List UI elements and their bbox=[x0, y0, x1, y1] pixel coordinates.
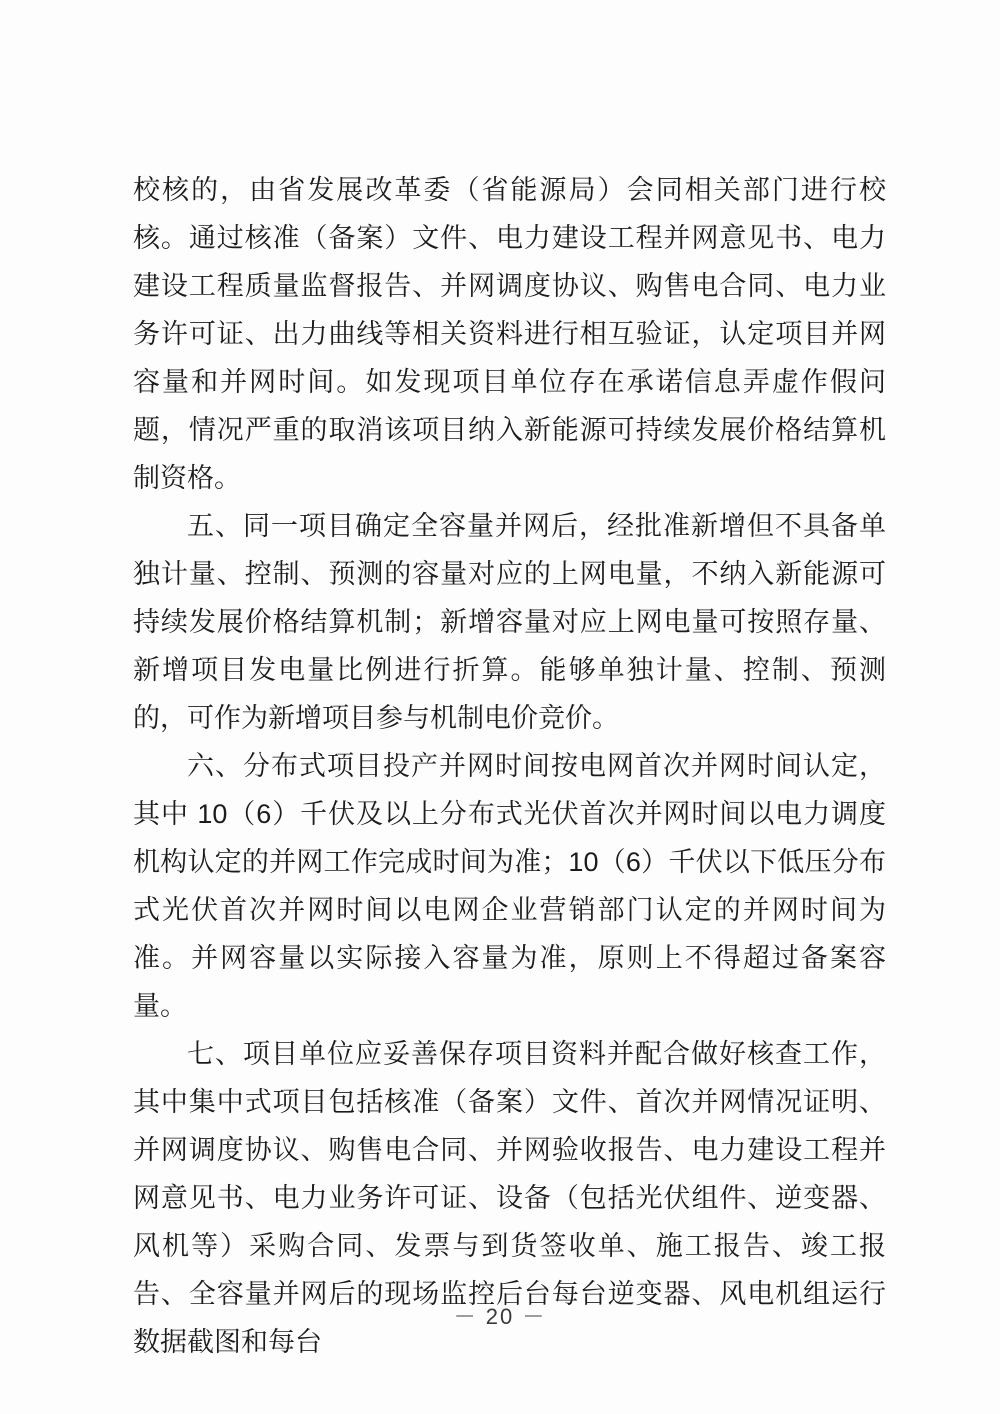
page-number: － 20 － bbox=[453, 1304, 547, 1329]
paragraph-continuation: 校核的，由省发展改革委（省能源局）会同相关部门进行校核。通过核准（备案）文件、电力建设工程并网意见书、电力建设工程质量监督报告、并网调度协议、购售电合同、电力业务许可证、出力曲线等相关资料进行相互验证，认定项目并网容量和并网时间。如发现项目单位存在承诺信息弄虚作假问题，情况严重的取消该项目纳入新能源可持续发展价格结算机制资格。 bbox=[133, 175, 886, 493]
paragraph-item-7: 七、项目单位应妥善保存项目资料并配合做好核查工作，其中集中式项目包括核准（备案）文件、首次并网情况证明、并网调度协议、购售电合同、并网验收报告、电力建设工程并网意见书、电力业务许可证、设备（包括光伏组件、逆变器、风机等）采购合同、发票与到货签收单、施工报告、竣工报告、全容量并网后的现场监控后台每台逆变器、风电机组运行数据截图和每台 bbox=[133, 1039, 886, 1357]
paragraph-item-5: 五、同一项目确定全容量并网后，经批准新增但不具备单独计量、控制、预测的容量对应的上网电量，不纳入新能源可持续发展价格结算机制；新增容量对应上网电量可按照存量、新增项目发电量比例进行折算。能够单独计量、控制、预测的，可作为新增项目参与机制电价竞价。 bbox=[133, 511, 886, 733]
paragraph-item-6: 六、分布式项目投产并网时间按电网首次并网时间认定，其中 10（6）千伏及以上分布式光伏首次并网时间以电力调度机构认定的并网工作完成时间为准；10（6）千伏以下低压分布式光伏首次并网时间以电网企业营销部门认定的并网时间为准。并网容量以实际接入容量为准，原则上不得超过备案容量。 bbox=[133, 751, 886, 1021]
document-body bbox=[133, 166, 886, 1366]
